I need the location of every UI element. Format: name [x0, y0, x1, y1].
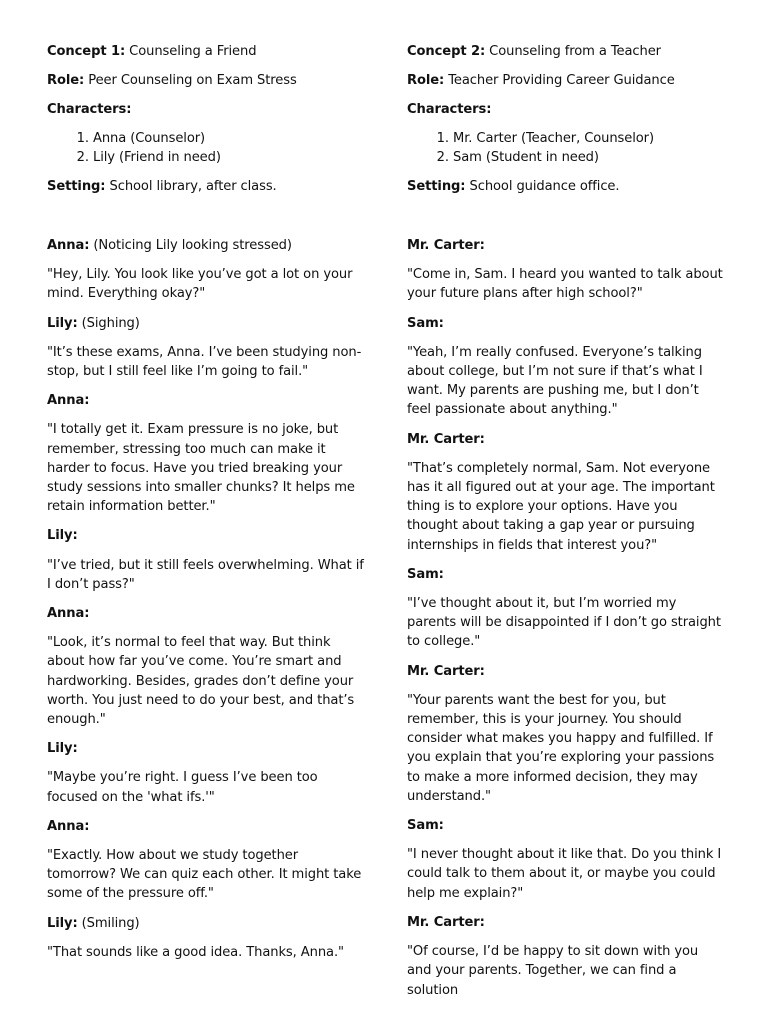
concept-title-text: Counseling a Friend: [129, 44, 257, 59]
speaker-name: Lily:: [47, 315, 78, 331]
dialogue-line: "Look, it’s normal to feel that way. But think about how far you’ve come. You’re smart and hardworking. Besides, grades don’t define your worth. You just need to do your best, and that’s enough.": [47, 635, 355, 728]
dialogue-line: "That’s completely normal, Sam. Not everyone has it all figured out at your age. The important thing is to explore your options. Have you thought about taking a gap year or pursuing internships in fields that interest you?": [407, 460, 715, 553]
dialogue-line: "Hey, Lily. You look like you’ve got a lot on your mind. Everything okay?": [47, 267, 353, 302]
concept-title: [407, 42, 725, 61]
speaker-name: Lily:: [47, 741, 78, 757]
dialogue-line: "I’ve tried, but it still feels overwhelming. What if I don’t pass?": [47, 557, 364, 592]
speaker-line: [407, 314, 725, 333]
dialogue-line: "I totally get it. Exam pressure is no joke, but remember, stressing too much can make it harder to focus. Have you tried breaking your study sessions into smaller chunks? It helps me retain information better.": [47, 422, 355, 515]
stage-direction: (Noticing Lily looking stressed): [93, 238, 292, 253]
speaker-line: [47, 604, 365, 623]
concept-label: Concept 1:: [47, 44, 126, 59]
dialogue: [407, 236, 725, 1010]
setting-line: [47, 177, 365, 196]
speaker-name: Mr. Carter:: [407, 238, 485, 253]
speaker-line: [407, 565, 725, 584]
role-text: Teacher Providing Career Guidance: [448, 73, 675, 88]
speaker-line: [407, 816, 725, 835]
dialogue-line: "Of course, I’d be happy to sit down with you and your parents. Together, we can find a solution: [407, 944, 699, 998]
concept-title: [47, 42, 365, 61]
speaker-name: Sam:: [407, 315, 444, 331]
character-item: 2. Lily (Friend in need): [93, 148, 365, 167]
speaker-line: [407, 662, 725, 681]
dialogue-line: "That sounds like a good idea. Thanks, Anna.": [47, 944, 344, 960]
role-label: Role:: [47, 73, 85, 88]
characters-list: [47, 129, 365, 167]
role-text: Peer Counseling on Exam Stress: [88, 73, 297, 88]
characters-list: [407, 129, 725, 167]
setting-text: School guidance office.: [469, 179, 620, 194]
dialogue-line: "Exactly. How about we study together tomorrow? We can quiz each other. It might take some of the pressure off.": [47, 848, 362, 902]
dialogue: [47, 236, 365, 972]
speaker-name: Sam:: [407, 818, 444, 834]
stage-direction: (Sighing): [81, 315, 140, 331]
dialogue-line: "Come in, Sam. I heard you wanted to talk about your future plans after high school?": [407, 267, 723, 302]
characters-label: Characters:: [407, 102, 492, 117]
speaker-line: [407, 913, 725, 932]
speaker-name: Anna:: [47, 393, 90, 409]
character-item: 1. Mr. Carter (Teacher, Counselor): [453, 129, 725, 148]
speaker-line: [47, 391, 365, 410]
concept-label: Concept 2:: [407, 44, 486, 59]
characters-label: Characters:: [47, 102, 132, 117]
setting-label: Setting:: [47, 179, 106, 194]
setting-label: Setting:: [407, 179, 466, 194]
speaker-name: Mr. Carter:: [407, 663, 485, 679]
dialogue-line: "I never thought about it like that. Do you think I could talk to them about it, or maybe you could help me explain?": [407, 847, 722, 901]
role-label: Role:: [407, 73, 445, 88]
speaker-line: [47, 314, 365, 333]
character-item: 2. Sam (Student in need): [453, 148, 725, 167]
speaker-line: [47, 914, 365, 933]
dialogue-line: "Your parents want the best for you, but remember, this is your journey. You should consider what makes you happy and fulfilled. If you explain that you’re exploring your passions to make a more informed decision, they may understand.": [407, 692, 715, 804]
speaker-line: [47, 817, 365, 836]
speaker-line: [47, 526, 365, 545]
dialogue-line: "It’s these exams, Anna. I’ve been studying non-stop, but I still feel like I’m going to fail.": [47, 344, 362, 380]
role-line: [47, 71, 365, 90]
speaker-name: Anna:: [47, 238, 90, 253]
speaker-name: Sam:: [407, 566, 444, 582]
role-line: [407, 71, 725, 90]
setting-text: School library, after class.: [109, 179, 277, 194]
speaker-name: Anna:: [47, 818, 90, 834]
speaker-line: [47, 236, 365, 255]
speaker-name: Anna:: [47, 606, 90, 622]
dialogue-line: "I’ve thought about it, but I’m worried my parents will be disappointed if I don’t go straight to college.": [407, 596, 721, 650]
stage-direction: (Smiling): [81, 915, 140, 931]
speaker-line: [47, 739, 365, 758]
speaker-name: Mr. Carter:: [407, 431, 485, 447]
speaker-name: Mr. Carter:: [407, 914, 485, 930]
speaker-line: [407, 430, 725, 449]
dialogue-line: "Maybe you’re right. I guess I’ve been too focused on the 'what ifs.'": [47, 770, 318, 805]
speaker-line: [407, 236, 725, 255]
speaker-name: Lily:: [47, 528, 78, 544]
setting-line: [407, 177, 725, 196]
speaker-name: Lily:: [47, 915, 78, 931]
character-item: 1. Anna (Counselor): [93, 129, 365, 148]
concept-title-text: Counseling from a Teacher: [489, 44, 661, 59]
dialogue-line: "Yeah, I’m really confused. Everyone’s talking about college, but I’m not sure if that’s what I want. My parents are pushing me, but I don’t feel passionate about anything.": [407, 344, 703, 418]
